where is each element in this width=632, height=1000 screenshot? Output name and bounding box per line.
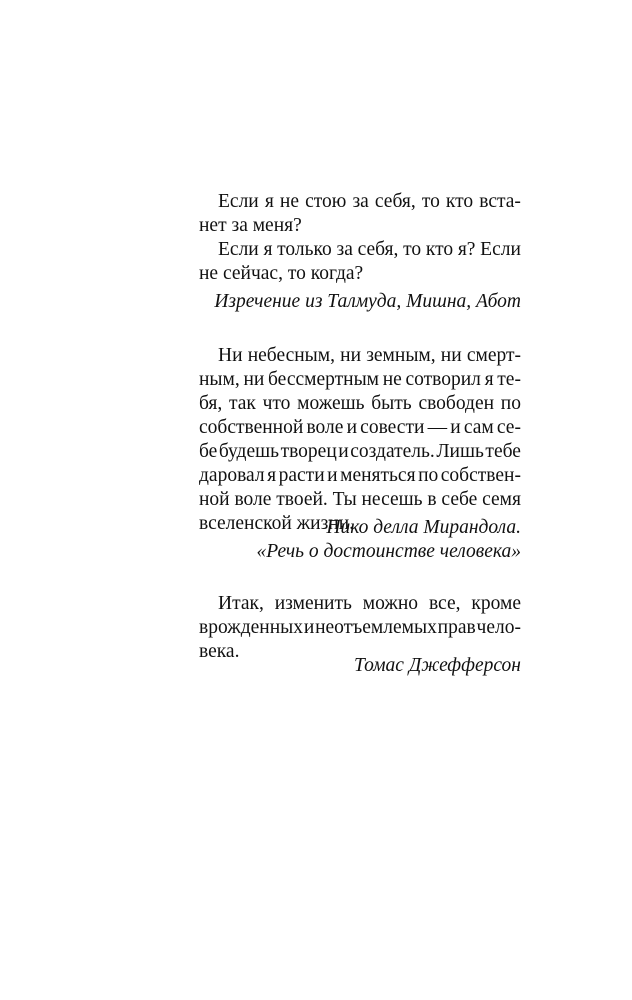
word: Если [218,191,259,212]
text-line [199,392,521,416]
word: и [346,417,358,438]
word: собственной [199,417,304,438]
word: воле [306,417,344,438]
word: все, [428,593,461,614]
text-line [199,190,521,214]
word: бессмертным [268,369,380,390]
word: то [421,191,440,212]
word: и [338,441,349,462]
word: бе [199,441,218,462]
text-line [199,238,521,262]
word: се- [496,417,521,438]
word: себя, [374,191,416,212]
text-line [199,464,521,488]
word: можешь [297,393,365,414]
word: я [484,369,494,390]
word: тебе [485,441,521,462]
word: стою [305,191,347,212]
word: то [403,239,422,260]
text-line: нет за меня? [199,215,302,236]
word: вста- [479,191,521,212]
word: себя, [357,239,399,260]
word: небесным, [247,345,335,366]
word: будешь [218,441,280,462]
word: ной [199,489,230,510]
word: даровал [199,465,265,486]
word: несешь [361,489,423,510]
word: собствен- [440,465,521,486]
word: Ты [332,489,357,510]
attribution-work: «Речь о достоинстве человека» [256,541,521,562]
word: не [382,369,402,390]
word: в [427,489,437,510]
word: можно [362,593,419,614]
word: ни [243,369,265,390]
word: Если [218,239,259,260]
text-line [199,488,521,512]
word: врожденных [199,617,303,638]
word: я [267,465,277,486]
text-line [199,616,521,640]
word: и [327,465,338,486]
word: себе [441,489,478,510]
word: бя, [199,393,223,414]
text-line [199,592,521,616]
word: Лишь [436,441,484,462]
word: быть [371,393,412,414]
word: сам [463,417,494,438]
word: ни [340,345,362,366]
word: — [427,417,448,438]
word: Итак, [218,593,264,614]
text-line [199,368,521,392]
word: за [336,239,353,260]
word: Если [480,239,521,260]
attribution: Изречение из Талмуда, Мишна, Абот [214,291,521,312]
word: изменить [274,593,352,614]
word: совести [360,417,425,438]
word: творец [280,441,337,462]
word: семя [482,489,521,510]
word: только [277,239,332,260]
word: ни [440,345,462,366]
word: смерт- [466,345,521,366]
word: чело- [476,617,521,638]
word: я [263,239,273,260]
word: не [279,191,299,212]
word: что [262,393,291,414]
word: те- [497,369,521,390]
attribution: Томас Джефферсон [353,655,521,676]
word: сотворил [405,369,481,390]
text-line: вселенской жизни. [199,513,355,534]
word: по [500,393,521,414]
word: воле [234,489,272,510]
text-line: не сейчас, то когда? [199,263,364,284]
word: Ни [218,345,243,366]
word: так [229,393,256,414]
word: я? [457,239,476,260]
word: свободен [418,393,495,414]
word: и [303,617,315,638]
word: неотъемлемых [315,617,437,638]
word: земным, [366,345,436,366]
text-line [199,344,521,368]
word: расти [278,465,325,486]
word: и [450,417,461,438]
attribution-author: Пико делла Мирандола. [326,517,521,538]
text-line: века. [199,641,240,662]
text-line [199,416,521,440]
word: создатель. [350,441,435,462]
word: кто [445,191,474,212]
word: я [264,191,274,212]
word: ным, [199,369,240,390]
text-line [199,440,521,464]
word: кто [425,239,454,260]
book-page [199,0,521,1000]
word: прав [437,617,476,638]
word: кроме [471,593,521,614]
word: меняться [340,465,416,486]
word: за [352,191,369,212]
word: по [418,465,439,486]
word: твоей. [276,489,328,510]
